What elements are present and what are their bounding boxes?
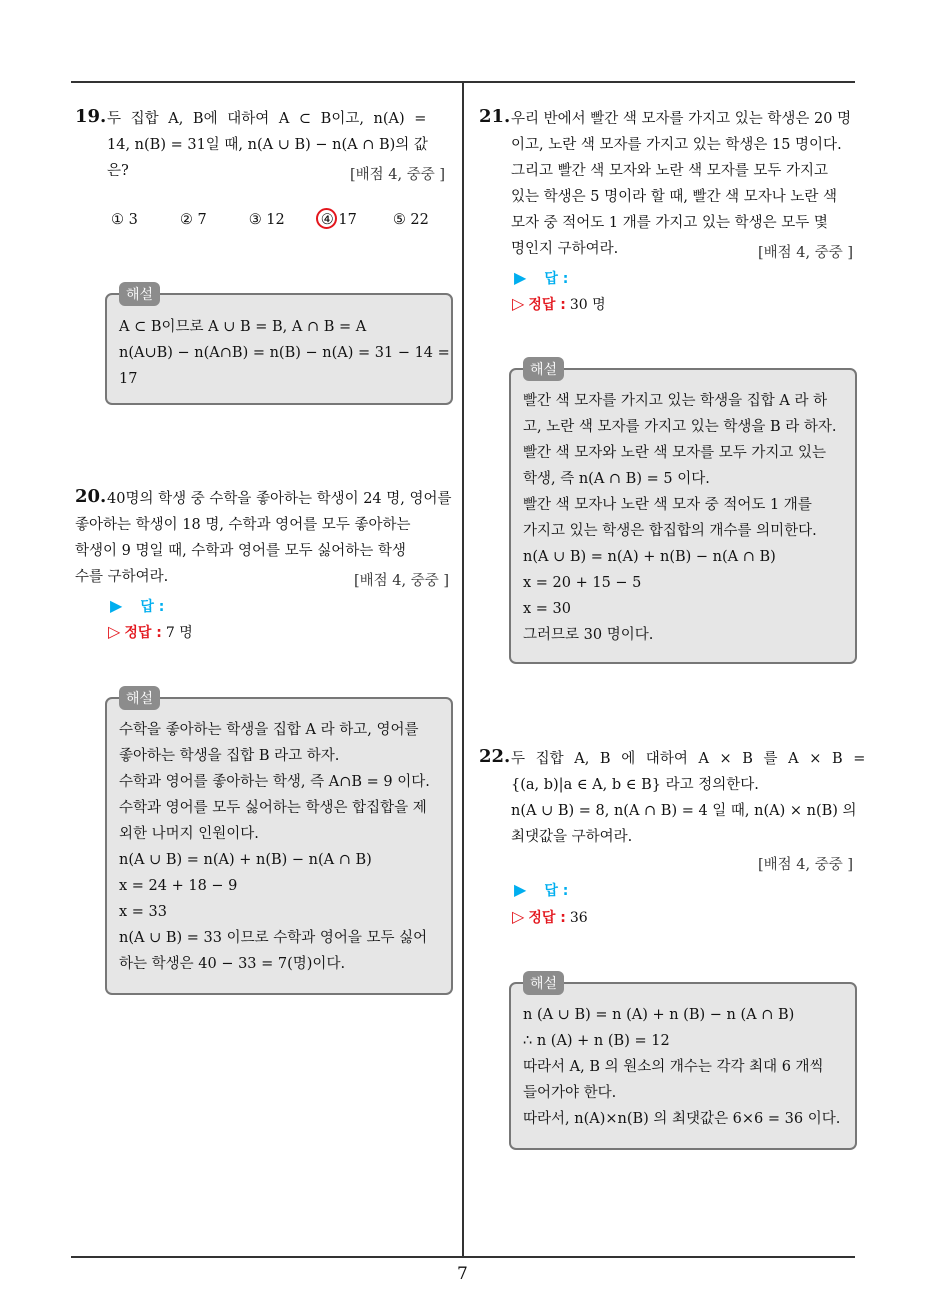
outline-play-icon: ▷ [512, 294, 525, 313]
question-text-line: 14, n(B) = 31일 때, n(A ∪ B) − n(A ∩ B)의 값 [107, 137, 428, 153]
question-text-line: 명인지 구하여라. [511, 241, 619, 257]
answer-mark-circle [316, 208, 337, 229]
play-icon: ▶ [514, 880, 527, 899]
solution-box [509, 368, 857, 664]
play-icon: ▶ [514, 268, 527, 287]
solution-line: 가지고 있는 학생은 합집합의 개수를 의미한다. [523, 523, 817, 539]
play-icon: ▶ [110, 596, 123, 615]
solution-line: 17 [119, 371, 138, 387]
solution-box [509, 982, 857, 1150]
solution-line: n(A ∪ B) = n(A) + n(B) − n(A ∩ B) [523, 549, 776, 565]
column-divider [462, 82, 464, 1257]
solution-tag: 해설 [119, 282, 160, 306]
question-text-line: 우리 반에서 빨간 색 모자를 가지고 있는 학생은 20 명 [511, 111, 852, 127]
question-number: 19. [75, 106, 107, 127]
answer-input-row[interactable] [514, 268, 568, 288]
question-text-line: 있는 학생은 5 명이라 할 때, 빨간 색 모자나 노란 색 [511, 189, 838, 205]
solution-tag: 해설 [119, 686, 160, 710]
solution-line: n(A ∪ B) = 33 이므로 수학과 영어을 모두 싫어 [119, 930, 428, 946]
solution-line: x = 30 [523, 601, 571, 617]
choice-5[interactable]: ⑤ 22 [392, 212, 429, 228]
score-label: [배점 4, 중중 ] [758, 857, 854, 873]
question-text-line: 최댓값을 구하여라. [511, 829, 633, 845]
outline-play-icon: ▷ [108, 622, 121, 641]
solution-line: n (A ∪ B) = n (A) + n (B) − n (A ∩ B) [523, 1007, 795, 1023]
solution-tag: 해설 [523, 357, 564, 381]
answer-input-row[interactable] [110, 596, 164, 616]
correct-answer-row [108, 622, 193, 642]
bottom-rule [71, 1256, 855, 1258]
choice-2[interactable]: ② 7 [179, 212, 207, 228]
question-text-line: 두 집합 A, B 에 대하여 A × B 를 A × B = [511, 751, 866, 767]
correct-answer-label: 정답 : [528, 297, 566, 313]
page-number: 7 [457, 1264, 468, 1284]
score-label: [배점 4, 중중 ] [354, 573, 450, 589]
solution-line: n(A∪B) − n(A∩B) = n(B) − n(A) = 31 − 14 = [119, 345, 450, 361]
solution-line: 하는 학생은 40 − 33 = 7(명)이다. [119, 956, 346, 972]
correct-answer-value: 30 명 [569, 297, 606, 313]
question-text-line: 은? [107, 163, 129, 179]
question-number: 20. [75, 486, 107, 507]
solution-line: x = 20 + 15 − 5 [523, 575, 642, 591]
answer-label: 답 : [544, 883, 569, 899]
solution-line: 좋아하는 학생을 집합 B 라고 하자. [119, 748, 340, 764]
question-text-line: 40명의 학생 중 수학을 좋아하는 학생이 24 명, 영어를 [107, 491, 452, 507]
solution-line: 빨간 색 모자를 가지고 있는 학생을 집합 A 라 하 [523, 393, 828, 409]
answer-label: 답 : [140, 599, 165, 615]
question-text-line: 학생이 9 명일 때, 수학과 영어를 모두 싫어하는 학생 [75, 543, 406, 559]
solution-line: ∴ n (A) + n (B) = 12 [523, 1033, 670, 1049]
choice-list [111, 212, 463, 228]
score-label: [배점 4, 중중 ] [350, 167, 446, 183]
solution-line: 학생, 즉 n(A ∩ B) = 5 이다. [523, 471, 710, 487]
correct-answer-value: 7 명 [165, 625, 193, 641]
solution-line: n(A ∪ B) = n(A) + n(B) − n(A ∩ B) [119, 852, 372, 868]
solution-line: 외한 나머지 인원이다. [119, 826, 259, 842]
solution-line: 따라서 A, B 의 원소의 개수는 각각 최대 6 개씩 [523, 1059, 824, 1075]
solution-line: 수학과 영어를 좋아하는 학생, 즉 A∩B = 9 이다. [119, 774, 430, 790]
question-text-line: 수를 구하여라. [75, 569, 169, 585]
question-text-line: 좋아하는 학생이 18 명, 수학과 영어를 모두 좋아하는 [75, 517, 411, 533]
choice-3[interactable]: ③ 12 [248, 212, 285, 228]
correct-answer-value: 36 [569, 910, 588, 926]
solution-line: 그러므로 30 명이다. [523, 627, 654, 643]
solution-box [105, 697, 453, 995]
solution-line: 고, 노란 색 모자를 가지고 있는 학생을 B 라 하자. [523, 419, 837, 435]
outline-play-icon: ▷ [512, 907, 525, 926]
solution-line: 수학을 좋아하는 학생을 집합 A 라 하고, 영어를 [119, 722, 419, 738]
question-text-line: 그리고 빨간 색 모자와 노란 색 모자를 모두 가지고 [511, 163, 829, 179]
solution-tag: 해설 [523, 971, 564, 995]
question-text-line: 모자 중 적어도 1 개를 가지고 있는 학생은 모두 몇 [511, 215, 828, 231]
solution-line: 빨간 색 모자나 노란 색 모자 중 적어도 1 개를 [523, 497, 812, 513]
solution-line: A ⊂ B이므로 A ∪ B = B, A ∩ B = A [119, 319, 367, 335]
choice-1[interactable]: ① 3 [111, 212, 138, 228]
correct-answer-label: 정답 : [528, 910, 566, 926]
correct-answer-row [512, 907, 588, 927]
solution-line: 수학과 영어를 모두 싫어하는 학생은 합집합을 제 [119, 800, 427, 816]
answer-input-row[interactable] [514, 880, 568, 900]
solution-box [105, 293, 453, 405]
score-label: [배점 4, 중중 ] [758, 245, 854, 261]
question-text-line: n(A ∪ B) = 8, n(A ∩ B) = 4 일 때, n(A) × n(B) 의 [511, 803, 857, 819]
question-text-line: 이고, 노란 색 모자를 가지고 있는 학생은 15 명이다. [511, 137, 842, 153]
solution-line: 들어가야 한다. [523, 1085, 617, 1101]
solution-line: x = 33 [119, 904, 167, 920]
answer-label: 답 : [544, 271, 569, 287]
question-text-line: 두 집합 A, B에 대하여 A ⊂ B이고, n(A) = [107, 111, 427, 127]
choice-4[interactable]: ④ 17 [320, 212, 357, 228]
question-text-line: {(a, b)|a ∈ A, b ∈ B} 라고 정의한다. [511, 777, 759, 793]
solution-line: x = 24 + 18 − 9 [119, 878, 238, 894]
solution-line: 빨간 색 모자와 노란 색 모자를 모두 가지고 있는 [523, 445, 827, 461]
question-number: 21. [479, 106, 511, 127]
question-number: 22. [479, 746, 511, 767]
solution-line: 따라서, n(A)×n(B) 의 최댓값은 6×6 = 36 이다. [523, 1111, 841, 1127]
correct-answer-label: 정답 : [124, 625, 162, 641]
correct-answer-row [512, 294, 606, 314]
